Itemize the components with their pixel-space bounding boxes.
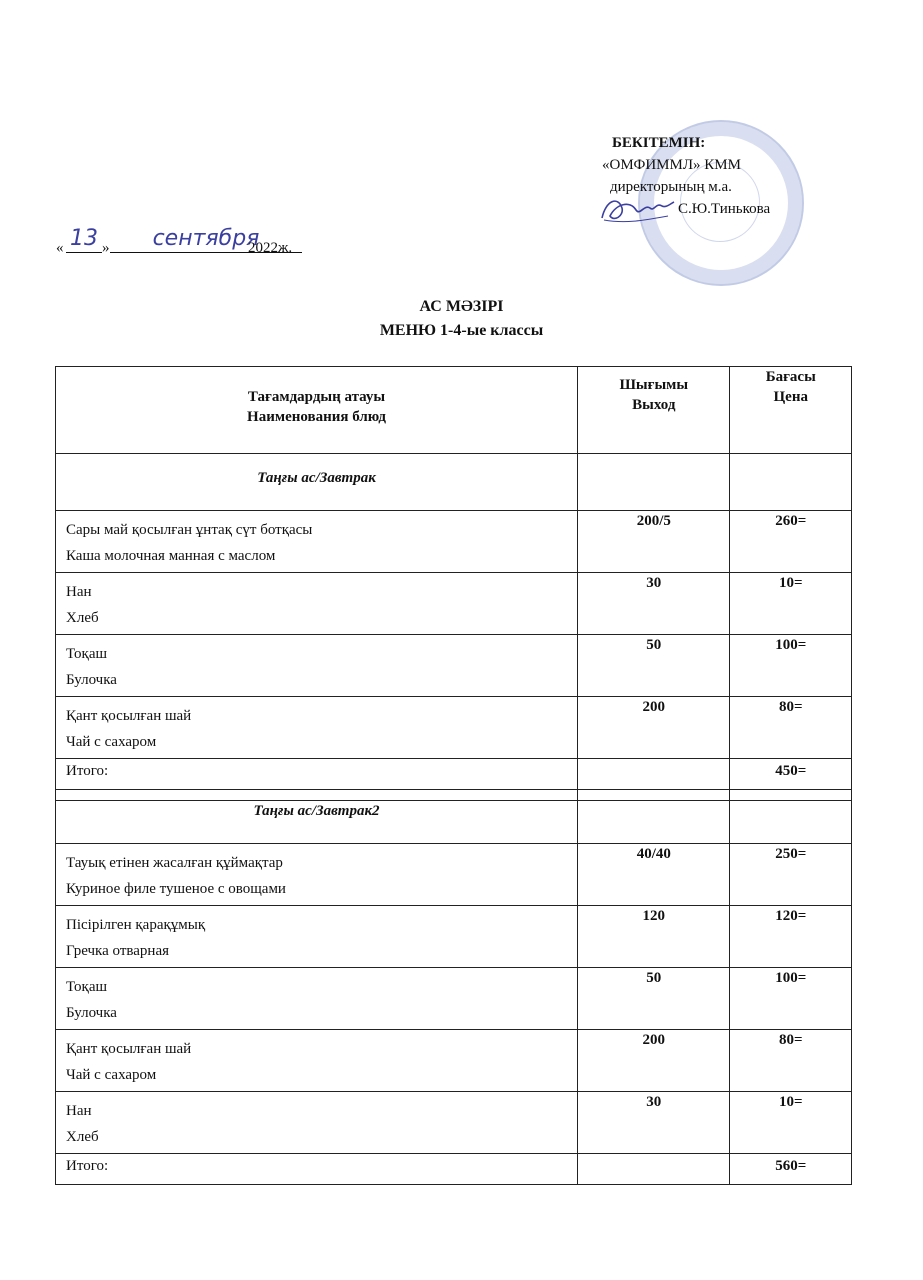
approval-block (600, 132, 830, 220)
dish-output: 50 (578, 968, 730, 1030)
dish-name-kz: Сары май қосылған ұнтақ сүт ботқасы (66, 522, 313, 538)
dish-output: 30 (578, 573, 730, 635)
dish-name-ru: Чай с сахаром (66, 734, 157, 750)
dish-name-kz: Нан (66, 1103, 92, 1119)
table-header-row (56, 367, 852, 454)
header-name: Тағамдардың атауы Наименования блюд (56, 367, 578, 454)
menu-title-ru: МЕНЮ 1-4-ые классы (379, 322, 544, 339)
total-value: 450= (730, 759, 852, 790)
dish-price: 260= (730, 511, 852, 573)
dish-output: 200 (578, 697, 730, 759)
dish-name-kz: Қант қосылған шай (66, 1041, 192, 1057)
dish-name-kz: Тоқаш (66, 646, 108, 662)
dish-name-kz: Қант қосылған шай (66, 708, 192, 724)
dish-name-kz: Тауық етінен жасалған құймақтар (66, 855, 283, 871)
menu-title-kz: АС МӘЗІРІ (419, 298, 504, 315)
dish-price: 10= (730, 573, 852, 635)
dish-name-kz: Нан (66, 584, 92, 600)
dish-price: 120= (730, 906, 852, 968)
dish-output: 40/40 (578, 844, 730, 906)
table-row (56, 635, 852, 697)
dish-name-ru: Куриное филе тушеное с овощами (66, 881, 286, 897)
date-month: сентября (110, 226, 302, 253)
total-value: 560= (730, 1154, 852, 1185)
total-row (56, 759, 852, 790)
dish-name-ru: Хлеб (66, 1129, 99, 1145)
total-label: Итого: (56, 759, 578, 790)
date-close-quote: » (102, 240, 110, 256)
dish-price: 100= (730, 635, 852, 697)
section-title: Таңғы ас/Завтрак (56, 454, 578, 511)
dish-name-ru: Чай с сахаром (66, 1067, 157, 1083)
dish-output: 30 (578, 1092, 730, 1154)
dish-name-ru: Хлеб (66, 610, 99, 626)
dish-name-ru: Булочка (66, 672, 117, 688)
dish-price: 10= (730, 1092, 852, 1154)
total-row (56, 1154, 852, 1185)
approval-position: директорының м.а. (610, 179, 732, 195)
section-row (56, 801, 852, 844)
dish-name-kz: Тоқаш (66, 979, 108, 995)
dish-name-ru: Каша молочная манная с маслом (66, 548, 276, 564)
table-row (56, 906, 852, 968)
approval-name: С.Ю.Тинькова (678, 201, 771, 217)
header-output: Шығымы Выход (578, 367, 730, 454)
section-row (56, 454, 852, 511)
dish-output: 200/5 (578, 511, 730, 573)
spacer-row (56, 790, 852, 801)
table-row (56, 573, 852, 635)
header-price: Бағасы Цена (730, 367, 852, 454)
table-row (56, 697, 852, 759)
menu-table (55, 366, 852, 1185)
total-label: Итого: (56, 1154, 578, 1185)
table-row (56, 968, 852, 1030)
table-row (56, 1092, 852, 1154)
approval-title: БЕКІТЕМІН: (612, 135, 706, 151)
approval-org: «ОМФИММЛ» КММ (602, 157, 741, 173)
table-row (56, 1030, 852, 1092)
dish-price: 80= (730, 697, 852, 759)
dish-name-ru: Булочка (66, 1005, 117, 1021)
dish-output: 200 (578, 1030, 730, 1092)
dish-output: 120 (578, 906, 730, 968)
table-row (56, 844, 852, 906)
dish-price: 80= (730, 1030, 852, 1092)
date-open-quote: « (56, 240, 64, 256)
table-row (56, 511, 852, 573)
section-title: Таңғы ас/Завтрак2 (56, 801, 578, 844)
dish-output: 50 (578, 635, 730, 697)
date-year: 2022ж. (248, 240, 293, 256)
dish-price: 250= (730, 844, 852, 906)
dish-name-ru: Гречка отварная (66, 943, 170, 959)
dish-price: 100= (730, 968, 852, 1030)
date-day: 13 (66, 226, 102, 253)
dish-name-kz: Пісірілген қарақұмық (66, 917, 206, 933)
